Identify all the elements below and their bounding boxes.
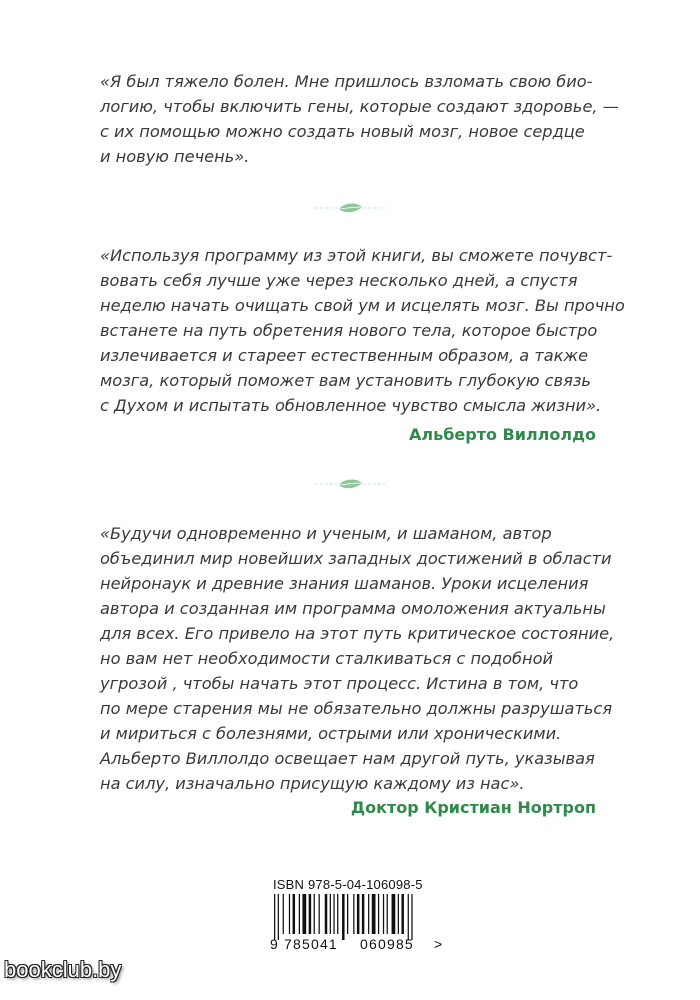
- barcode-bar: [353, 894, 354, 934]
- quote-line: вовать себя лучше уже через несколько дней, а спустя: [100, 271, 578, 290]
- leaf-divider-icon: [313, 476, 387, 492]
- barcode-icon: [272, 894, 432, 940]
- barcode-bar: [299, 894, 300, 934]
- barcode-bar: [302, 894, 306, 934]
- barcode-bar: [401, 894, 404, 934]
- quote-line: мозга, который поможет вам установить глубокую связь: [100, 371, 591, 390]
- leaf-divider-icon: [313, 200, 387, 216]
- barcode-bar: [319, 894, 320, 934]
- barcode-bar: [362, 894, 365, 934]
- barcode-bar: [333, 894, 334, 934]
- barcode-bar: [283, 894, 284, 934]
- ean-marker: >: [434, 936, 443, 952]
- isbn-text: ISBN 978-5-04-106098-5: [273, 877, 423, 892]
- barcode-bar: [408, 894, 409, 940]
- quote-line: Альберто Виллолдо освещает нам другой путь, указывая: [100, 749, 595, 768]
- barcode-bar: [325, 894, 328, 934]
- quote-line: и мириться с болезнями, острыми или хроническими.: [100, 724, 562, 743]
- quote-line: излечивается и стареет естественным образом, а также: [100, 346, 589, 365]
- quote-line: на силу, изначально присущую каждому из нас».: [100, 774, 525, 793]
- barcode-bar: [347, 894, 348, 934]
- barcode-bar: [278, 894, 279, 940]
- barcode-bar: [314, 894, 315, 934]
- barcode-bar: [387, 894, 388, 934]
- ean-first-digit: 9: [270, 936, 278, 952]
- barcode-bar: [368, 894, 369, 934]
- watermark: bookclub.by: [4, 957, 122, 982]
- barcode-bar: [411, 894, 412, 940]
- quote-line: для всех. Его привело на этот путь критическое состояние,: [100, 624, 615, 643]
- quote-line: угрозой , чтобы начать этот процесс. Истина в том, что: [100, 674, 579, 693]
- barcode-bar: [372, 894, 376, 934]
- quote-line: но вам нет необходимости сталкиваться с подобной: [100, 649, 554, 668]
- ean-right-group: 060985: [360, 936, 414, 952]
- barcode-bar: [383, 894, 384, 934]
- barcode-bar: [398, 894, 399, 934]
- quote-line: объединил мир новейших западных достижений в области: [100, 549, 612, 568]
- barcode-bar: [274, 894, 275, 940]
- quote-line: и новую печень».: [100, 147, 250, 166]
- quote-line: по мере старения мы не обязательно должны разрушаться: [100, 699, 613, 718]
- barcode-bar: [309, 894, 312, 934]
- barcode-bar: [293, 894, 296, 934]
- quote-line: неделю начать очищать свой ум и исцелять мозг. Вы прочно: [100, 296, 625, 315]
- quote-line: нейронаук и древние знания шаманов. Уроки исцеления: [100, 574, 589, 593]
- barcode-bar: [337, 894, 338, 934]
- quote-3: [100, 521, 615, 796]
- quote-line: «Я был тяжело болен. Мне пришлось взломать свою био-: [100, 72, 593, 91]
- barcode-bar: [392, 894, 396, 934]
- quote-line: с Духом и испытать обновленное чувство смысла жизни».: [100, 396, 602, 415]
- quote-author: Доктор Кристиан Нортроп: [350, 798, 596, 817]
- quote-line: встанете на путь обретения нового тела, которое быстро: [100, 321, 598, 340]
- quote-line: «Будучи одновременно и ученым, и шаманом, автор: [100, 524, 552, 543]
- quote-line: автора и созданная им программа омоложения актуальны: [100, 599, 606, 618]
- quote-line: «Используя программу из этой книги, вы сможете почувст-: [100, 246, 613, 265]
- quote-2: [100, 243, 625, 418]
- barcode-bar: [342, 894, 345, 940]
- quote-author: Альберто Виллолдо: [409, 425, 596, 444]
- quote-line: логию, чтобы включить гены, которые создают здоровье, —: [100, 97, 619, 116]
- barcode-bar: [330, 894, 331, 934]
- ean-left-group: 785041: [284, 936, 338, 952]
- quote-line: с их помощью можно создать новый мозг, новое сердце: [100, 122, 585, 141]
- quote-1: [100, 69, 619, 169]
- barcode-bar: [289, 894, 290, 934]
- barcode-bar: [357, 894, 360, 934]
- barcode-bar: [378, 894, 379, 934]
